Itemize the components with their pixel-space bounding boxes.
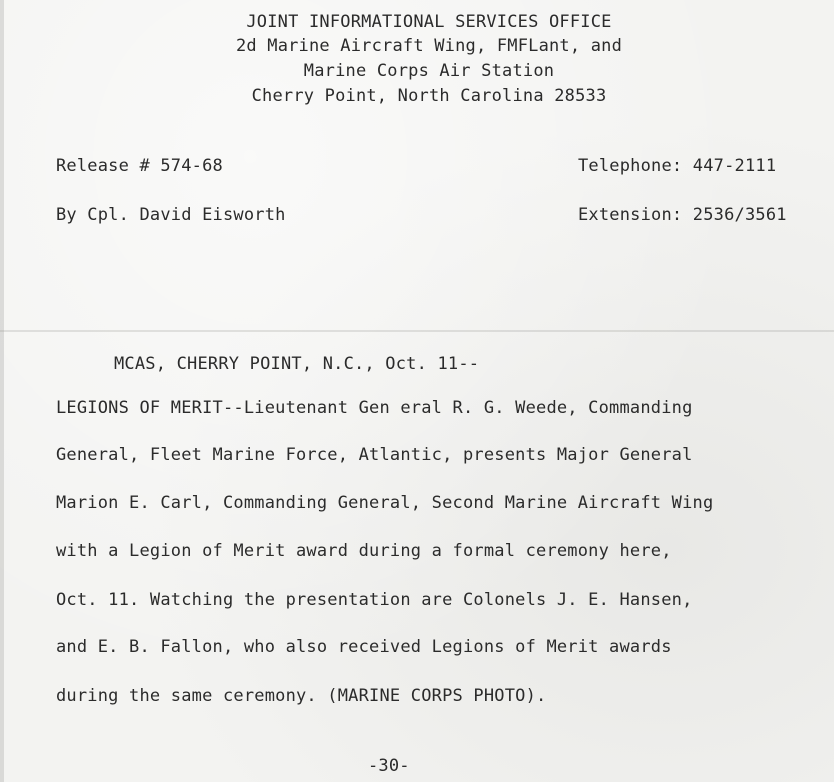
paper-fold-line <box>0 330 834 332</box>
body-line: Marion E. Carl, Commanding General, Second Marine Aircraft Wing <box>56 493 714 513</box>
body-line: with a Legion of Merit award during a formal ceremony here, <box>56 541 672 561</box>
end-marker: -30- <box>368 756 410 776</box>
paper-edge-shadow <box>0 0 4 782</box>
dateline: MCAS, CHERRY POINT, N.C., Oct. 11-- <box>114 354 480 374</box>
wing-name: 2d Marine Aircraft Wing, FMFLant, and <box>235 36 623 56</box>
telephone-number: Telephone: 447-2111 <box>578 156 777 176</box>
station-address: Cherry Point, North Carolina 28533 <box>251 86 607 106</box>
author-byline: By Cpl. David Eisworth <box>56 205 286 225</box>
body-line: during the same ceremony. (MARINE CORPS PHOTO). <box>56 686 547 706</box>
station-name: Marine Corps Air Station <box>303 61 555 81</box>
body-line: General, Fleet Marine Force, Atlantic, presents Major General <box>56 445 693 465</box>
body-line: Oct. 11. Watching the presentation are Colonels J. E. Hansen, <box>56 590 693 610</box>
office-name: JOINT INFORMATIONAL SERVICES OFFICE <box>246 12 612 32</box>
body-line: and E. B. Fallon, who also received Legions of Merit awards <box>56 637 672 657</box>
body-line: LEGIONS OF MERIT--Lieutenant Gen eral R. G. Weede, Commanding <box>56 398 693 418</box>
release-number: Release # 574-68 <box>56 156 223 176</box>
extension-number: Extension: 2536/3561 <box>578 205 787 225</box>
